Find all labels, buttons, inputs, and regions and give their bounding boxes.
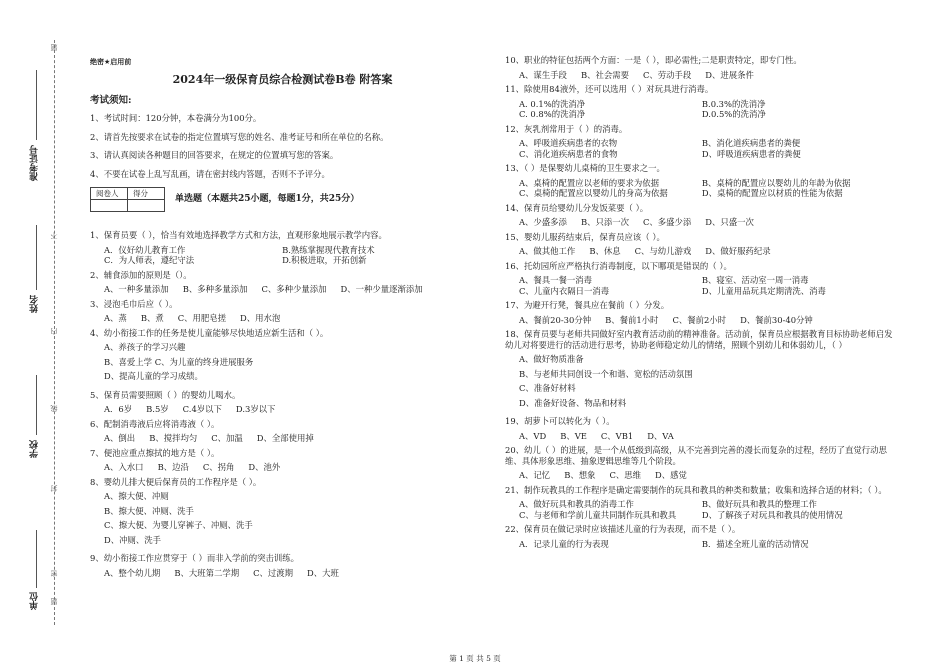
question-list-right xyxy=(505,55,900,549)
seal-mark-xian: 线 xyxy=(50,405,58,412)
answer-option[interactable]: B、做好玩具和教具的整理工作 xyxy=(701,499,817,509)
answer-option[interactable]: A、桌椅的配置应以老师的要求为依据 xyxy=(519,177,660,188)
notice-item: 3、请认真阅读各种题目的回答要求，在规定的位置填写您的答案。 xyxy=(90,150,339,161)
answer-option[interactable]: A、养孩子的学习兴趣 xyxy=(104,342,186,353)
answer-option[interactable]: C、VB1 xyxy=(600,430,634,441)
answer-option[interactable]: C、用肥皂搓 xyxy=(177,313,227,324)
answer-option[interactable]: A、餐具一餐一消毒 xyxy=(519,275,593,285)
answer-option[interactable]: B、擦大便、冲厕、洗手 xyxy=(104,505,194,516)
answer-option[interactable]: C、拐角 xyxy=(202,462,235,473)
answer-option[interactable]: B、与老师共同创设一个和谐、宽松的活动氛围 xyxy=(519,368,693,379)
answer-option[interactable]: D、做好服药纪录 xyxy=(705,246,771,256)
option-group xyxy=(505,178,900,199)
answer-option[interactable]: D、一种少量逐渐添加 xyxy=(340,284,423,295)
seal-mark-top: 题 xyxy=(50,44,58,51)
question-text: 16、托幼园所应严格执行消毒制度，以下哪项是错误的（ ）。 xyxy=(505,260,732,271)
answer-option[interactable]: B、桌椅的配置应以婴幼儿的年龄为依据 xyxy=(701,177,851,188)
answer-option[interactable]: D、感觉 xyxy=(655,470,687,480)
option-group xyxy=(505,275,900,296)
notice-item: 1、考试时间：120分钟，本卷满分为100分。 xyxy=(90,113,262,124)
answer-option[interactable]: B、寝室、活动室一周一消毒 xyxy=(701,275,809,285)
answer-option[interactable]: B、煮 xyxy=(140,313,164,324)
answer-option[interactable]: B.熟练掌握现代教育技术 xyxy=(282,244,375,255)
left-column xyxy=(90,58,475,582)
answer-option[interactable]: B、社会需要 xyxy=(580,69,629,80)
answer-option[interactable]: D、准备好设备、物品和材料 xyxy=(519,397,627,408)
answer-option[interactable]: D、提高儿童的学习成绩。 xyxy=(104,371,203,382)
option-group xyxy=(505,99,900,120)
answer-option[interactable]: C、桌椅的配置应以婴幼儿的身高为依据 xyxy=(519,188,668,198)
answer-option[interactable]: D.积极进取，开拓创新 xyxy=(282,255,367,266)
question-text: 8、婴幼儿排大便后保育员的工作程序是（ ）。 xyxy=(90,476,262,487)
answer-option[interactable]: D、呼吸道疾病患者的粪便 xyxy=(701,148,801,159)
option-group xyxy=(90,462,475,473)
unit-label: 单位 xyxy=(30,592,40,610)
option-group xyxy=(90,491,475,549)
answer-option[interactable]: C、与幼儿游戏 xyxy=(634,246,692,256)
question-text: 2、辅食添加的原则是（）。 xyxy=(90,269,192,280)
answer-option[interactable]: A、少盛多添 xyxy=(519,217,567,227)
question-text: 7、便池应重点擦拭的地方是（ ）。 xyxy=(90,447,220,458)
option-group xyxy=(505,315,900,326)
question-text: 11、除使用84液外，还可以选用（ ）对玩具进行消毒。 xyxy=(505,84,714,94)
answer-option[interactable]: C. 0.8%的洗消净 xyxy=(519,109,586,119)
score-row xyxy=(90,187,475,212)
option-group xyxy=(90,284,475,295)
answer-option[interactable]: D、VA xyxy=(647,430,674,441)
school-line xyxy=(36,375,37,435)
answer-option[interactable]: D、只盛一次 xyxy=(705,217,754,227)
answer-option[interactable]: A、整个幼儿期 xyxy=(104,567,161,578)
answer-option[interactable]: C、劳动手段 xyxy=(642,69,692,80)
option-group xyxy=(90,245,475,266)
grader-input-cell[interactable] xyxy=(91,200,128,212)
option-group xyxy=(505,499,900,520)
option-group xyxy=(505,246,900,257)
answer-option[interactable]: C．为人师表，遵纪守法 xyxy=(104,255,195,266)
seal-mark-nei: 内 xyxy=(50,328,58,335)
question-text: 18、保育员要与老师共同做好室内教育活动前的精神准备。活动前，保育员应根据教育目标协助老师启发幼儿对将要进行的活动进行思考，协助老师稳定幼儿的情绪，照顾个别幼儿和体弱幼儿，（ ） xyxy=(505,329,893,350)
answer-option[interactable]: B、搅拌均匀 xyxy=(149,433,198,444)
answer-option[interactable]: D、桌椅的配置应以材质的性能为依据 xyxy=(701,188,843,198)
score-cell: 得分 xyxy=(128,188,165,200)
answer-option[interactable]: D.3岁以下 xyxy=(235,404,276,415)
name-label: 姓名 xyxy=(30,295,40,313)
question-text: 14、保育员给婴幼儿分发饭菜要（ ）。 xyxy=(505,202,649,213)
answer-option[interactable]: A、谋生手段 xyxy=(519,69,567,80)
answer-option[interactable]: A、倒出 xyxy=(104,433,136,444)
answer-option[interactable]: A. 0.1%的洗消净 xyxy=(519,98,586,109)
answer-option[interactable]: C、餐前2小时 xyxy=(672,314,727,325)
question-text: 12、灰乳剂常用于（ ）的消毒。 xyxy=(505,123,628,134)
answer-option[interactable]: B、只添一次 xyxy=(580,217,629,227)
question-text: 10、职业的特征包括两个方面：一是（ ），即必需性;二是职责特定，即专门性。 xyxy=(505,55,802,65)
answer-option[interactable]: B、大班第二学期 xyxy=(174,567,240,578)
answer-option[interactable]: B.0.3%的洗消净 xyxy=(701,98,766,109)
answer-option[interactable]: D、池外 xyxy=(248,462,281,473)
seal-strip xyxy=(0,0,70,671)
answer-option[interactable]: B、餐前1小时 xyxy=(605,314,659,325)
answer-option[interactable]: D、进展条件 xyxy=(705,69,754,80)
option-group xyxy=(505,217,900,228)
seal-mark-bu: 不 xyxy=(50,232,58,239)
answer-option[interactable]: A、做好物质准备 xyxy=(519,354,584,364)
question-text: 4、幼小衔接工作的任务是使儿童能够尽快地适应新生活和（ ）。 xyxy=(90,327,329,338)
answer-option[interactable]: B、消化道疾病患者的粪便 xyxy=(701,138,801,148)
answer-option[interactable]: A．仪好幼儿教育工作 xyxy=(104,244,186,255)
option-group xyxy=(90,404,475,415)
seal-mark-feng: 封 xyxy=(50,485,58,492)
question-text: 13、（ ）是保婴幼儿桌椅的卫生要求之一。 xyxy=(505,163,665,173)
answer-option[interactable]: C、擦大便、为婴儿穿裤子、冲厕、洗手 xyxy=(104,520,253,531)
answer-option[interactable]: B．描述全班儿童的活动情况 xyxy=(701,538,809,549)
answer-option[interactable]: B.5岁 xyxy=(146,404,169,415)
answer-option[interactable]: C、消化道疾病患者的食物 xyxy=(519,148,618,159)
answer-option[interactable]: B、边沿 xyxy=(157,462,189,473)
notice-list xyxy=(90,113,475,179)
answer-option[interactable]: C、准备好材料 xyxy=(519,383,576,393)
grader-cell: 阅卷人 xyxy=(91,188,128,200)
option-group xyxy=(90,342,475,386)
score-input-cell[interactable] xyxy=(128,200,165,212)
answer-option[interactable]: C、过渡期 xyxy=(253,567,294,578)
secret-label: 绝密★启用前 xyxy=(90,58,132,66)
notice-item: 4、不要在试卷上乱写乱画，请在密封线内答题，否则不予评分。 xyxy=(90,168,330,179)
question-text: 19、胡萝卜可以转化为（ ）。 xyxy=(505,416,615,426)
answer-option[interactable]: D、餐前30-40分钟 xyxy=(740,314,813,325)
score-table xyxy=(90,187,165,212)
question-text: 3、浸泡毛巾后应（ ）。 xyxy=(90,298,178,309)
right-column xyxy=(505,55,900,553)
answer-option[interactable]: A、擦大便、冲厕 xyxy=(104,491,169,502)
seal-mark-bottom: 题 xyxy=(50,598,58,605)
exam-title: 2024年一级保育员综合检测试卷B卷 附答案 xyxy=(172,72,393,86)
answer-option[interactable]: A、一种多量添加 xyxy=(104,284,169,295)
notice-heading: 考试须知: xyxy=(90,94,132,106)
question-text: 17、为避开行凳，餐具应在餐前（ ）分发。 xyxy=(505,300,670,310)
school-label: 学校 xyxy=(30,440,40,458)
option-group xyxy=(505,431,900,442)
answer-option[interactable]: D、用水泡 xyxy=(240,313,281,324)
question-text: 1、保育员要（ ），恰当有效地选择教学方式和方法，直观形象地展示教学内容。 xyxy=(90,230,387,241)
option-group xyxy=(505,70,900,81)
question-text: 22、保育员在做记录时应该描述儿童的行为表现，而不是（ ）。 xyxy=(505,524,741,534)
page-footer: 第 1 页 共 5 页 xyxy=(449,653,501,663)
answer-option[interactable]: D、大班 xyxy=(307,567,339,578)
answer-option[interactable]: A、呼吸道疾病患者的衣物 xyxy=(519,138,618,148)
option-group xyxy=(505,470,900,481)
answer-option[interactable]: B、多种多量添加 xyxy=(182,284,248,295)
answer-option[interactable]: A、VD xyxy=(519,430,547,441)
answer-option[interactable]: C.4岁以下 xyxy=(182,404,222,415)
option-group xyxy=(505,539,900,550)
option-group xyxy=(90,433,475,444)
exam-number-line xyxy=(36,70,37,140)
option-group xyxy=(505,354,900,412)
answer-option[interactable]: C、加温 xyxy=(211,433,243,444)
question-text: 9、幼小衔接工作应贯穿于（ ）而非入学前的突击训练。 xyxy=(90,553,299,564)
name-line xyxy=(36,225,37,290)
answer-option[interactable]: A、入水口 xyxy=(104,462,144,473)
exam-number-label: 准考证号 xyxy=(30,145,40,181)
section-heading: 单选题（本题共25小题，每题1分，共25分） xyxy=(175,194,360,205)
answer-option[interactable]: B、VE xyxy=(560,430,587,441)
answer-option[interactable]: C、多盛少添 xyxy=(642,217,692,227)
notice-item: 2、请首先按要求在试卷的指定位置填写您的姓名、准考证号和所在单位的名称。 xyxy=(90,131,389,142)
answer-option[interactable]: D、儿童用品玩具定期清洗、消毒 xyxy=(701,285,826,296)
answer-option[interactable]: D、了解孩子对玩具和教具的使用情况 xyxy=(701,509,843,520)
question-text: 6、配制消毒液后应将消毒液（ ）。 xyxy=(90,418,220,429)
answer-option[interactable]: A．记录儿童的行为表现 xyxy=(519,538,609,549)
option-group xyxy=(505,138,900,159)
answer-option[interactable]: B、休息 xyxy=(589,246,621,256)
answer-option[interactable]: A、做好玩具和教具的消毒工作 xyxy=(519,499,634,509)
answer-option[interactable]: C、儿童内衣隔日一消毒 xyxy=(519,285,610,296)
answer-option[interactable]: B、想象 xyxy=(564,470,596,480)
answer-option[interactable]: D.0.5%的洗消净 xyxy=(701,109,766,119)
answer-option[interactable]: C、思维 xyxy=(609,470,642,480)
question-text: 21、制作玩教具的工作程序是确定需要制作的玩具和教具的种类和数量；收集和选择合适的材料；（ ）。 xyxy=(505,484,887,495)
unit-line xyxy=(36,530,37,588)
answer-option[interactable]: A、餐前20-30分钟 xyxy=(519,314,592,325)
option-group xyxy=(90,568,475,579)
answer-option[interactable]: A．6岁 xyxy=(104,404,133,415)
answer-option[interactable]: D、冲厕、洗手 xyxy=(104,534,161,545)
question-text: 5、保育员需要照顾（ ）的婴幼儿喝水。 xyxy=(90,389,241,400)
answer-option[interactable]: A、记忆 xyxy=(519,470,551,480)
answer-option[interactable]: B、喜爱上学 C、为儿童的终身进展服务 xyxy=(104,356,254,367)
question-list-left xyxy=(90,230,475,578)
question-text: 15、婴幼儿服药结束后，保育员应该（ ）。 xyxy=(505,231,665,242)
seal-mark-mi: 密 xyxy=(50,570,58,577)
answer-option[interactable]: C、多种少量添加 xyxy=(261,284,327,295)
question-text: 20、幼儿（ ）的进展，是一个从低级到高级，从不完善到完善的漫长而复杂的过程，经历了直觉行动思维、具体形象思维、抽象逻辑思维等几个阶段。 xyxy=(505,445,887,466)
answer-option[interactable]: A、蒸 xyxy=(104,313,127,324)
answer-option[interactable]: C、与老师和学前儿童共同制作玩具和教具 xyxy=(519,509,677,520)
answer-option[interactable]: A、做其他工作 xyxy=(519,246,576,256)
option-group xyxy=(90,313,475,324)
answer-option[interactable]: D、全部使用掉 xyxy=(256,433,314,444)
